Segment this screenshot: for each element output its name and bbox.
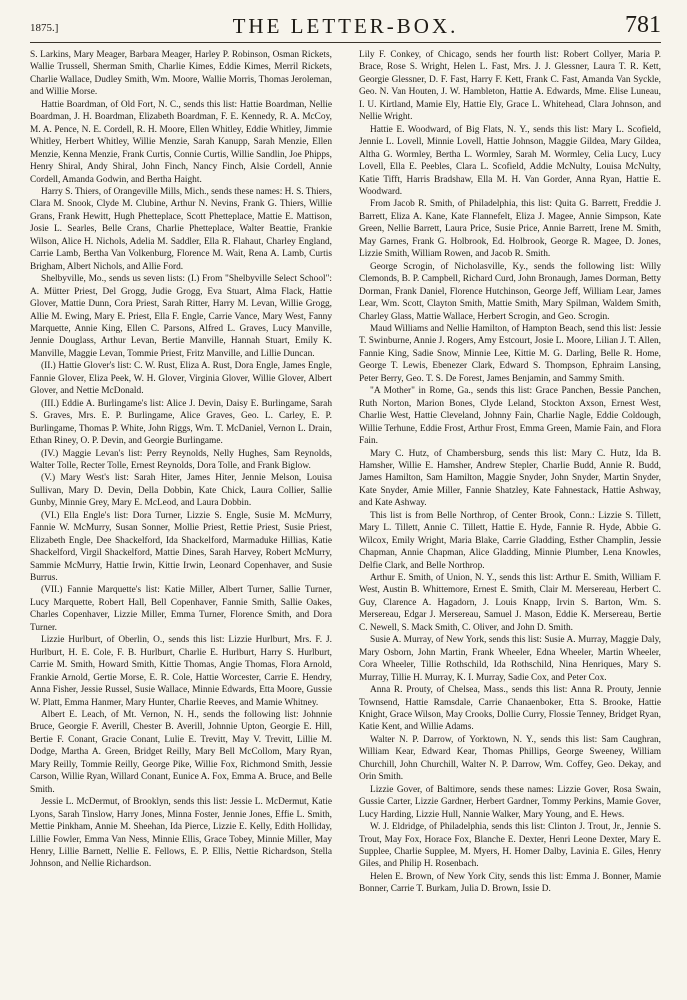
list-paragraph: (III.) Eddie A. Burlingame's list: Alice J. Devin, Daisy E. Burlingame, Sarah S. Graves, Mrs. E. P. Burlingame, Alice Graves, Geo. L. Carley, E. P. Burlingame, Thomas P. White, John Riggs, Wm. T. McDaniel, Vernon L. Drain, Ethan Riney, O. P. Devin, and Georgie Burlingame. xyxy=(30,398,332,447)
list-paragraph: Albert E. Leach, of Mt. Vernon, N. H., sends the following list: Johnnie Bruce, Georgie F. Averill, Chester B. Averill, Johnnie Upton, Georgie E. Hill, Bertie F. Conant, Gracie Conant, Lulie E. Trevitt, May V. Trevitt, Lillie M. Dodge, Martha A. Green, Bridget Reilly, Mary Bell McCollom, Mary Ryan, Mary Reilly, Tommie Reilly, George Pike, Willie Fox, Richmond Smith, Jessie Carson, Willie Ryan, Willard Conant, Eunice A. Fox, Emma A. Bruce, and Belle Smith. xyxy=(30,710,332,795)
list-paragraph: Walter N. P. Darrow, of Yorktown, N. Y., sends this list: Sam Caughran, William Kear, Edward Kear, Thomas Phillips, George Sweeney, William Churchill, John Churchill, Walter N. P. Darrow, Wm. Coffey, Geo. Dekay, and Orin Smith. xyxy=(359,734,661,783)
list-paragraph: Maud Williams and Nellie Hamilton, of Hampton Beach, send this list: Jessie T. Swinburne, Annie J. Rogers, Amy Estcourt, Josie L. Moore, Lilian J. T. Allen, Fannie King, Sadie Snow, Minnie Lee, Kittie M. G. Darling, Belle R. Home, George T. Lewis, Ebenezer Clark, Edward S. Thompson, Ephraim Lansing, Peter Berry, Geo. T. S. De Forest, James Benjamin, and Sammy Smith. xyxy=(359,323,661,384)
running-head xyxy=(30,12,661,43)
list-paragraph: S. Larkins, Mary Meager, Barbara Meager, Harley P. Robinson, Osman Rickets, Wallie Trussell, Sherman Smith, Charlie Kimes, Eddie Kimes, Merril Rickets, Charlie Wallace, Dudley Smith, Wm. Moore, Wallie Morris, Thomas Jeroleman, and Willie Morse. xyxy=(30,50,332,98)
list-paragraph: (VII.) Fannie Marquette's list: Katie Miller, Albert Turner, Sallie Turner, Lucy Marquette, Robert Hall, Bell Copenhaver, Fannie Smith, Sallie Oakes, Charles Copenhaver, Lizzie Miller, Emma Turner, Florence Smith, and Dora Turner. xyxy=(30,585,332,633)
list-paragraph: Hattie E. Woodward, of Big Flats, N. Y., sends this list: Mary L. Scofield, Jennie L. Lovell, Minnie Lovell, Hattie Johnson, Maggie Gildea, Mary Gildea, Altha G. Wormley, Bertha L. Wormley, Sarah M. Wormley, Celia Lucy, Lucy Lovell, Ella E. Peebles, Clara L. Scofield, Addie McNulty, Louisa McNulty, Katie Tifft, Harris Bradshaw, Ella M. H. Van Gorder, Anna Ryan, Hattie E. Woodward. xyxy=(359,124,661,197)
list-paragraph: This list is from Belle Northrop, of Center Brook, Conn.: Lizzie S. Tillett, Mary L. Tillett, Annie C. Tillett, Hattie E. Hyde, Fannie R. Hyde, Abbie G. Wilcox, Emily Wright, Maria Blake, Carrie Gladding, Esther Champlin, Jessie Chapman, Annie Chapman, Alice Gladding, Minnie Plumber, Lena Knowles, Delfie Clark, and Belle Northrop. xyxy=(359,510,661,571)
list-paragraph: Anna R. Prouty, of Chelsea, Mass., sends this list: Anna R. Prouty, Jennie Townsend, Hattie Ramsdale, Carrie Chanaenboker, Etta S. Brooke, Hattie Knight, Grace Wilson, May Crooks, Dollie Curry, Flossie Tenney, Bridget Ryan, Katie Kent, and Willie Adams. xyxy=(359,685,661,733)
left-column xyxy=(30,49,332,896)
page-date: 1875.] xyxy=(30,22,59,34)
page-title: THE LETTER-BOX. xyxy=(232,14,459,38)
text-columns xyxy=(30,49,661,896)
list-paragraph: Mary C. Hutz, of Chambersburg, sends this list: Mary C. Hutz, Ida B. Hamsher, Willie E. Hamsher, Andrew Stepler, Charlie Budd, Annie R. Budd, James Hamilton, Sam Hamilton, Maggie Snyder, John Snyder, Martin Snyder, Kate Snyder, Amie Miller, Fannie Shatzley, Kate Fahnestack, Hattie Ashway, and Kate Ashway. xyxy=(359,448,661,509)
right-column xyxy=(359,49,661,896)
list-paragraph: Lizzie Gover, of Baltimore, sends these names: Lizzie Gover, Rosa Swain, Gussie Carter, Lizzie Gardner, Herbert Gardner, Tommy Perkins, Mamie Gover, Lucy Harding, Lizzie Hull, Nannie Walker, Mary Young, and E. Hews. xyxy=(359,784,661,820)
list-paragraph: Arthur E. Smith, of Union, N. Y., sends this list: Arthur E. Smith, William F. West, Austin B. Whittemore, Ernest E. Smith, Clair M. Mersereau, Herbert C. Guy, Clarence A. Hagadorn, J. Louis Knapp, Irvin S. Barton, Wm. S. Mersereau, Edgar J. Mersereau, Samuel J. Mason, Eddie K. Mersereau, Bertie C. Newell, S. Mack Smith, C. Oliver, and John D. Smith. xyxy=(359,573,661,633)
list-paragraph: Jessie L. McDermut, of Brooklyn, sends this list: Jessie L. McDermut, Katie Lyons, Sarah Tinslow, Harry Jones, Minna Foster, Jennie Jones, Effie L. Smith, Mettie Pinkham, Annie M. Sheehan, Ida Pierce, Lizzie E. Kelly, Edith Holliday, Lillie Fowler, Emma Van Ness, Minnie Ellis, Grace Tobey, Minnie Miller, May Henry, Lillie Barnett, Nellie E. Fellows, E. P. Ellis, Nettie Richardson, Stella Johnson, and Nellie Richardson. xyxy=(30,797,332,870)
list-paragraph: Harry S. Thiers, of Orangeville Mills, Mich., sends these names: H. S. Thiers, Clara M. Snook, Clyde M. Clubine, Arthur N. Nevins, Frank G. Thiers, Willie Grans, Frank Hewitt, Hugh Phetteplace, Scott Phetteplace, Mattie E. Mattison, Josie L. Searles, Belle Crans, Charlie Phetteplace, Walter Beattie, Frankie Wilson, Alice H. Nichols, Adelia M. Saddler, Ella R. Flahaut, Charley England, Carrie Lamb, Bertha Van Volkenburg, Florence M. Wait, Rena A. Lamb, Curtis Brigham, Albert Nichols, and Allie Ford. xyxy=(30,186,332,272)
list-paragraph: Shelbyville, Mo., sends us seven lists: (I.) From "Shelbyville Select School": A. Mütter Priest, Del Grogg, Judie Grogg, Eva Stuart, Alma Flack, Hattie Glover, Mattie Dunn, Cora Priest, Sarah Ritter, Harry M. Levan, Willie Grogg, Allie M. Ewing, Mary E. Priest, Ella F. Engle, Carrie Vance, Mary West, Fanny Marquette, Annie King, Ellen C. Parsons, Alfred L. Graves, Lucy Manville, Jennie Douglass, Arthur Levan, Bertie Manville, Hannah Stuart, Emily K. Manville, Maggie Levan, Tommie Priest, Fritz Manville, and Lillie Duncan. xyxy=(30,274,332,359)
list-paragraph: W. J. Eldridge, of Philadelphia, sends this list: Clinton J. Trout, Jr., Jennie S. Trout, May Fox, Horace Fox, Blanche E. Dexter, Henri Leone Dexter, Mary E. Supplee, Charlie Supplee, M. Myers, H. Homer Dalby, Lavinia E. Giles, Henry Giles, and Philip H. Rosenbach. xyxy=(359,822,661,870)
list-paragraph: (VI.) Ella Engle's list: Dora Turner, Lizzie S. Engle, Susie M. McMurry, Fannie W. McMurry, Susan Sonner, Mollie Priest, Rettie Priest, Susie Priest, Elizabeth Engle, Dee Shackelford, Ida Shackelford, Marmaduke Hillias, Katie Shackelford, Virgil Shackelford, Mattie Dines, Sarah Harvey, Robert McMurry, Sammie McMurry, Hattie Irwin, Kittie Irwin, Leonard Copenhaver, and Susie Burrus. xyxy=(30,510,332,584)
list-paragraph: (II.) Hattie Glover's list: C. W. Rust, Eliza A. Rust, Dora Engle, James Engle, Fannie Glover, Eliza Peek, W. H. Glover, Virginia Glover, Willie Glover, Albert Glover, and Nettie McDonald. xyxy=(30,361,332,397)
list-paragraph: From Jacob R. Smith, of Philadelphia, this list: Quita G. Barrett, Freddie J. Barrett, Eliza A. Kane, Kate Flannefelt, Eliza J. Magee, Annie Simpson, Kate Green, Nellie Barrett, Laura Price, Susie Price, Annie Barrett, Irene M. Smith, May Garnes, Frank G. Holbrook, Ed. Holbrook, George R. Magee, D. Jones, Lizzie Smith, William Rowen, and Jacob R. Smith. xyxy=(359,199,661,260)
list-paragraph: George Scrogin, of Nicholasville, Ky., sends the following list: Willy Clemonds, B. P. Campbell, Richard Curd, John Bronaugh, James Dorman, Betty Dorman, Frank Daniel, Florence Hutchinson, George Jeff, William Lear, James Lear, Wm. Scott, Clayton Smith, Mattie Smith, Mary Spilman, Waldem Smith, Charley Glass, Mattie Wallace, Herbert Scrogin, and Geo. Scrogin. xyxy=(359,261,661,322)
list-paragraph: (IV.) Maggie Levan's list: Perry Reynolds, Nelly Hughes, Sam Reynolds, Walter Tolle, Recter Tolle, Ernest Reynolds, Dora Tolle, and Frank Biglow. xyxy=(30,448,332,471)
list-paragraph: Lizzie Hurlburt, of Oberlin, O., sends this list: Lizzie Hurlburt, Mrs. F. J. Hurlburt, H. E. Cole, F. B. Hurlburt, Charlie E. Hurlburt, Harry S. Hurlburt, Carrie M. Smith, Howard Smith, Kittie Thomas, Angie Thomas, Flora Arnold, Frankie Arnold, Gertie Morse, E. R. Cole, Hattie Worcester, Carrie E. Hendry, Anna Fisher, Jessie Russel, Susie Wallace, Minnie Edwards, Etta Moore, Gussie W. Platt, Emma Hanmer, Mary Hunter, Charlie Reeves, and Mamie Whitney. xyxy=(30,635,332,708)
list-paragraph: Susie A. Murray, of New York, sends this list: Susie A. Murray, Maggie Daly, Mary Osborn, John Martin, Frank Wheeler, Edna Wheeler, Martin Wheeler, Cora Wheeler, Tillie Rothschild, Ida Rothschild, Nina Henriques, Mary S. Murray, Tillie H. Murray, K. I. Murray, Sadie Cox, and Peter Cox. xyxy=(359,635,661,683)
list-paragraph: Helen E. Brown, of New York City, sends this list: Emma J. Bonner, Mamie Bonner, Carrie T. Burkam, Julia D. Brown, Issie D. xyxy=(359,871,661,895)
page-number: 781 xyxy=(625,12,661,38)
list-paragraph: (V.) Mary West's list: Sarah Hiter, James Hiter, Jennie Melson, Louisa Sullivan, Mary D. Devin, Della Dobbin, Kate Chick, Laura Collier, Sallie Gunby, Minnie Grey, Mary E. McLeod, and Laura Dobbin. xyxy=(30,473,332,509)
list-paragraph: "A Mother" in Rome, Ga., sends this list: Grace Panchen, Bessie Panchen, Ruth Norton, Marion Bones, Clyde Leland, Stockton Axson, Ernest West, Charlie West, Hattie Cleveland, Johnny Fain, Charlie Nagle, Eddie Coldough, Willie Terhune, Eddie Frost, Arthur Frost, Emma Green, Mamie Fain, and Flora Fain. xyxy=(359,386,661,447)
list-paragraph: Hattie Boardman, of Old Fort, N. C., sends this list: Hattie Boardman, Nellie Boardman, J. H. Boardman, Elizabeth Boardman, F. E. Kennedy, R. A. McCoy, M. A. Pence, N. E. Cordell, R. H. Moore, Ellen Whitley, Eddie Whitley, Jimmie Whitley, Herbert Whitley, Willie Menzie, Sarah Kanupp, Sarah Menzie, Ellen Menzie, Kenna Menzie, Frank Curtis, Connie Curtis, Willie Sandlin, Joe Phipps, Henry Shiral, Andy Shiral, John Finch, Nancy Finch, Alsie Cordell, Annie Cordell, Amanda Godwin, and Bertha Haight. xyxy=(30,99,332,185)
list-paragraph: Lily F. Conkey, of Chicago, sends her fourth list: Robert Collyer, Maria P. Brace, Rose S. Wright, Helen L. Fast, Mrs. J. J. Glessner, Laura T. R. Kett, Georgie Glessner, D. F. Fast, Harry F. Kett, Frank C. Fast, Amanda Van Syckle, Geo. N. Van Houten, J. W. Hambleton, Hattie A. Edwards, Mme. Elise Luneau, I. U. Kirtland, Mamie Ely, Hattie Ely, Grace L. Whitehead, Clara Johnson, and Nellie Wright. xyxy=(359,50,661,123)
